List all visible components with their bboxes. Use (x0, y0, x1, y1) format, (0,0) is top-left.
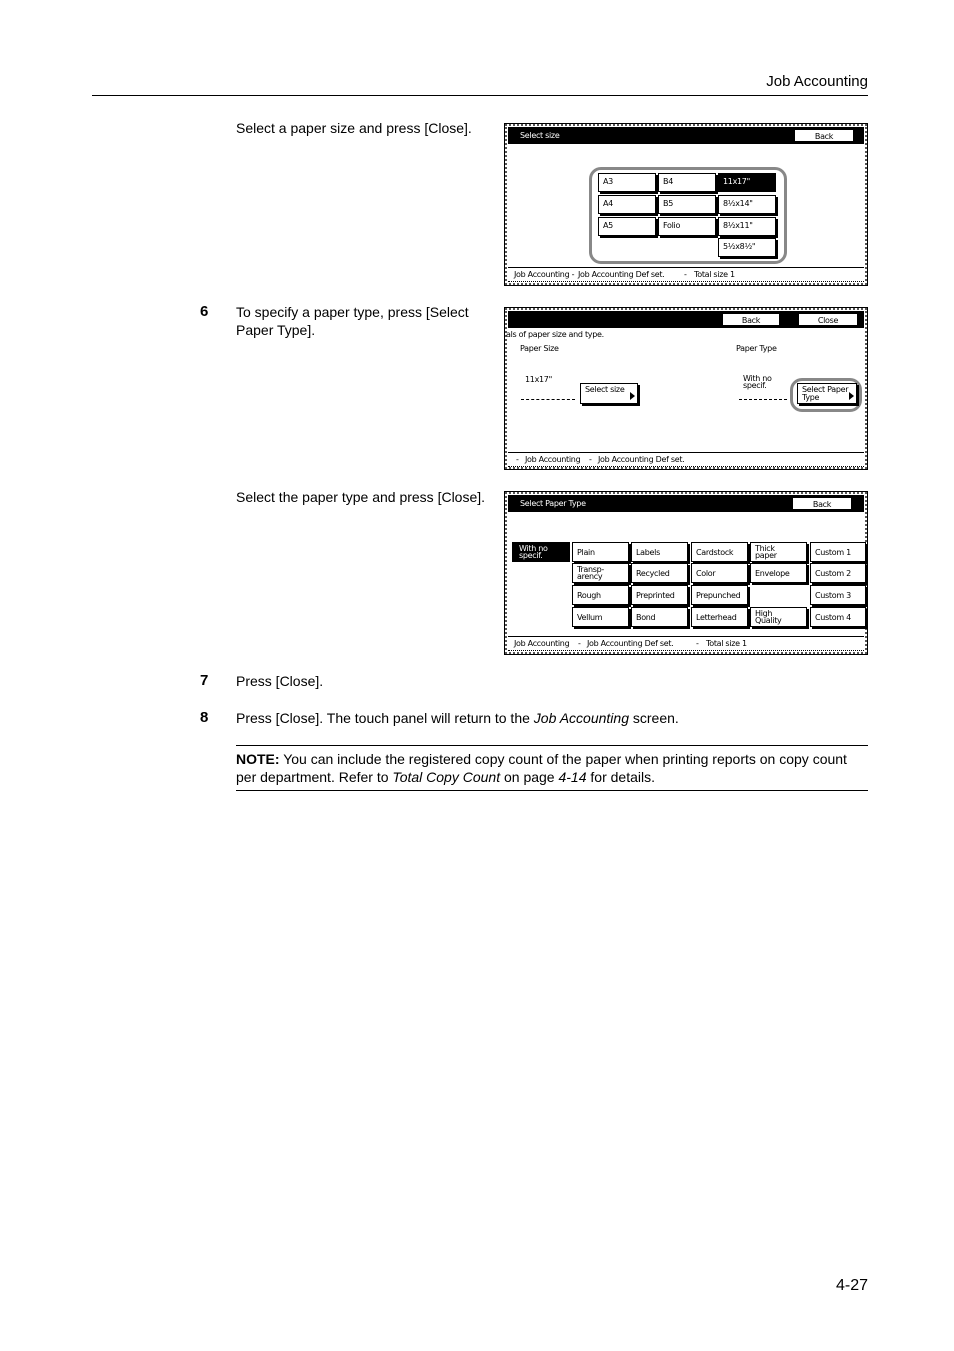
status-line (508, 267, 864, 282)
close-button[interactable]: Close (798, 313, 858, 326)
type-button-vellum[interactable]: Vellum (572, 607, 629, 627)
status-separator-2: - (589, 455, 592, 464)
size-button-a5[interactable]: A5 (598, 217, 656, 236)
status-total-size: Total size 1 (694, 270, 735, 279)
paper-size-label: Paper Size (520, 344, 559, 353)
note (236, 750, 868, 786)
step-6-number: 6 (200, 303, 209, 320)
status-total-size: Total size 1 (706, 639, 747, 648)
status-separator-2: - (696, 639, 699, 648)
status-line (508, 452, 864, 467)
type-button-labels[interactable]: Labels (631, 542, 688, 562)
step-7-text: Press [Close]. (236, 673, 324, 689)
step-6-text: To specify a paper type, press [Select Paper Type]. (236, 304, 469, 338)
type-button-custom-1[interactable]: Custom 1 (810, 542, 866, 562)
type-button-rough[interactable]: Rough (572, 585, 629, 605)
transparency-label: Transp- arency (577, 565, 605, 581)
type-button-color[interactable]: Color (691, 563, 748, 583)
step-7-number: 7 (200, 672, 209, 689)
panel-title: Select size (520, 131, 560, 140)
status-separator: - (578, 639, 581, 648)
note-text-3: for details. (586, 769, 655, 785)
note-rule-top (236, 745, 868, 746)
size-button-5-5x8-5[interactable]: 5½x8½" (718, 238, 776, 257)
size-button-8-5x11[interactable]: 8½x11" (718, 217, 776, 236)
status-def-set: Job Accounting Def set. (578, 270, 665, 279)
select-size-button[interactable] (580, 383, 638, 404)
select-paper-type-button[interactable] (797, 383, 857, 404)
status-def-set: Job Accounting Def set. (598, 455, 685, 464)
step-8-text (236, 709, 679, 727)
size-button-b5[interactable]: B5 (658, 195, 716, 214)
type-button-envelope[interactable]: Envelope (750, 563, 807, 583)
note-ref-title: Total Copy Count (392, 769, 501, 785)
note-text-1: You can include the registered copy count of the paper when printing reports on copy count per department. Refer to (236, 751, 847, 785)
paper-type-label: Paper Type (736, 344, 777, 353)
page-number: 4-27 (835, 1277, 868, 1294)
running-header: Job Accounting (766, 73, 868, 90)
status-job-accounting: Job Accounting (514, 639, 570, 648)
note-label: NOTE: (236, 751, 280, 767)
back-button[interactable]: Back (792, 497, 852, 510)
size-button-11x17-selected[interactable]: 11x17" (718, 173, 776, 192)
intro-select-size: Select a paper size and press [Close]. (236, 120, 472, 136)
header-rule (92, 95, 868, 96)
default-set-panel (504, 307, 868, 470)
high-quality-label: High Quality (755, 609, 782, 625)
select-size-panel (504, 123, 868, 286)
note-text-2: on page (500, 769, 559, 785)
status-separator: - (684, 270, 687, 279)
type-button-transparency[interactable] (572, 563, 629, 583)
type-button-thick-paper[interactable] (750, 542, 807, 562)
type-button-cardstock[interactable]: Cardstock (691, 542, 748, 562)
type-value-line (739, 399, 787, 400)
panel-intro: als of paper size and type. (506, 330, 604, 339)
panel-title: Select Paper Type (520, 499, 586, 508)
size-button-b4[interactable]: B4 (658, 173, 716, 192)
type-button-custom-3[interactable]: Custom 3 (810, 585, 866, 605)
intro-select-type: Select the paper type and press [Close]. (236, 489, 486, 505)
type-button-custom-2[interactable]: Custom 2 (810, 563, 866, 583)
type-button-preprinted[interactable]: Preprinted (631, 585, 688, 605)
type-button-custom-4[interactable]: Custom 4 (810, 607, 866, 627)
title-bar (508, 127, 864, 144)
type-button-recycled[interactable]: Recycled (631, 563, 688, 583)
status-def-set: Job Accounting Def set. (587, 639, 674, 648)
size-value-line (521, 399, 575, 400)
type-button-high-quality[interactable] (750, 607, 807, 627)
status-job-accounting: Job Accounting (525, 455, 581, 464)
title-bar (508, 311, 864, 328)
type-button-letterhead[interactable]: Letterhead (691, 607, 748, 627)
status-separator: - (516, 455, 519, 464)
type-button-prepunched[interactable]: Prepunched (691, 585, 748, 605)
size-button-a4[interactable]: A4 (598, 195, 656, 214)
select-paper-type-label: Select Paper Type (802, 385, 849, 402)
arrow-right-icon (849, 392, 854, 400)
arrow-right-icon (630, 392, 635, 400)
size-button-a3[interactable]: A3 (598, 173, 656, 192)
title-bar (508, 495, 864, 512)
type-button-bond[interactable]: Bond (631, 607, 688, 627)
paper-type-value: With no specif. (743, 374, 772, 390)
select-paper-type-panel (504, 491, 868, 655)
select-size-label: Select size (585, 385, 625, 394)
status-job-accounting: Job Accounting - (514, 270, 575, 279)
step-8-pre: Press [Close]. The touch panel will return to the (236, 710, 534, 726)
status-line (508, 636, 864, 651)
size-button-folio[interactable]: Folio (658, 217, 716, 236)
note-rule-bottom (236, 790, 868, 791)
type-button-no-specif-selected[interactable]: With no specif. (512, 542, 570, 562)
back-button[interactable]: Back (794, 129, 854, 142)
step-8-screen-name: Job Accounting (533, 710, 629, 726)
step-8-number: 8 (200, 709, 209, 726)
back-button[interactable]: Back (722, 313, 780, 326)
type-button-plain[interactable]: Plain (572, 542, 629, 562)
size-button-8-5x14[interactable]: 8½x14" (718, 195, 776, 214)
paper-size-value: 11x17" (525, 375, 552, 384)
thick-paper-label: Thick paper (755, 544, 777, 560)
note-ref-page: 4-14 (558, 769, 587, 785)
step-8-post: screen. (629, 710, 679, 726)
